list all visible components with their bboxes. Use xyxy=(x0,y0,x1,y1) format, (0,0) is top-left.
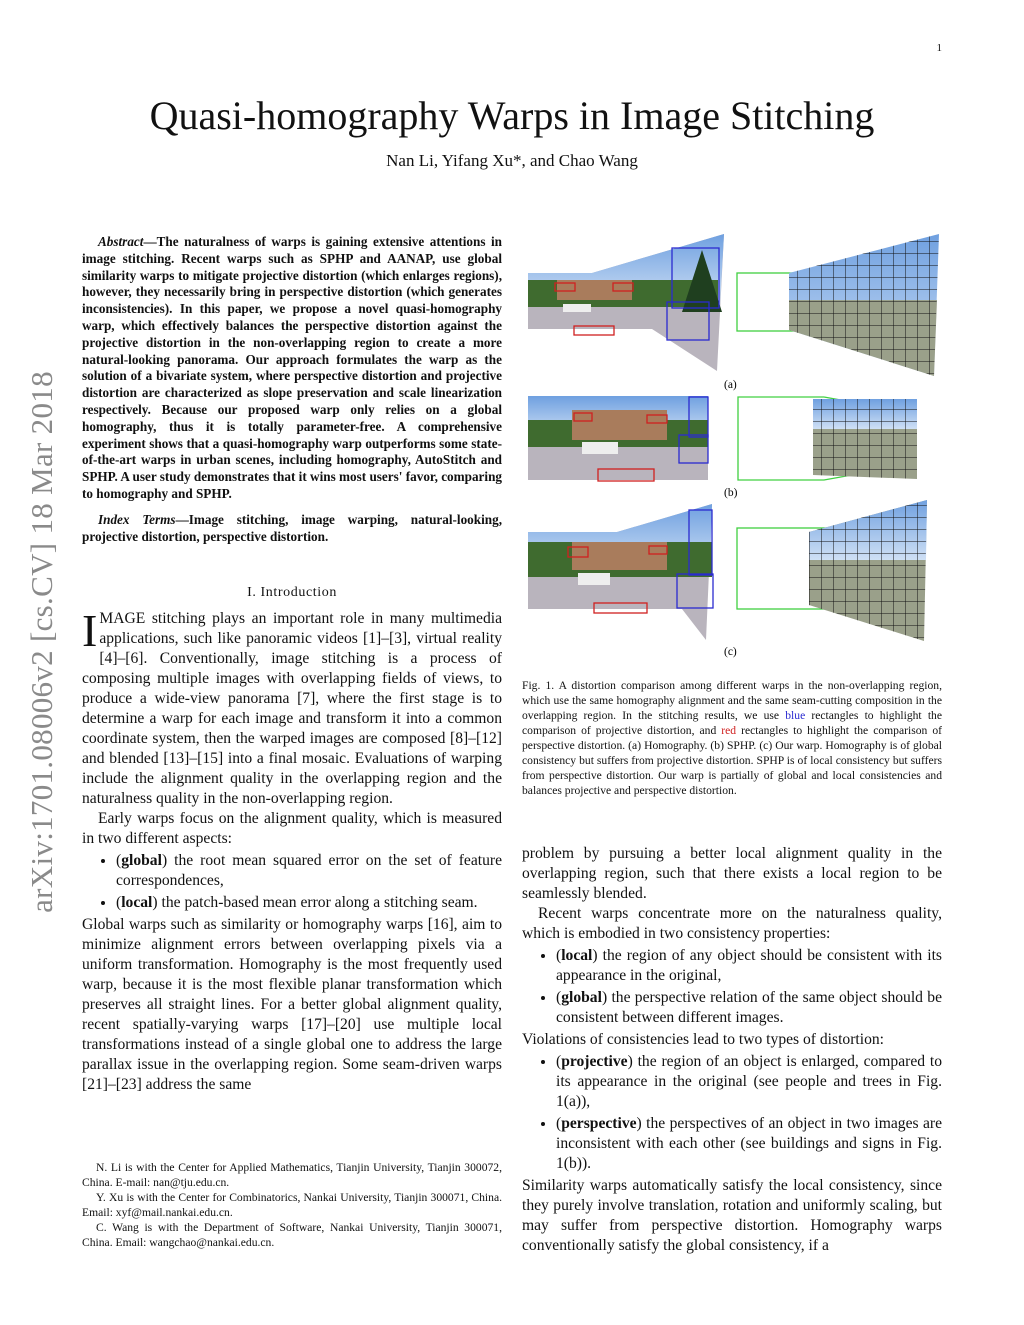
sublabel-c: (c) xyxy=(724,646,737,658)
figure-1 xyxy=(522,230,947,662)
figure-caption xyxy=(522,678,942,798)
list-item: • (global) the perspective relation of the same object should be consistent between different images. xyxy=(556,988,942,1028)
item-text: the patch-based mean error along a stitching seam. xyxy=(157,894,478,912)
paragraph: Recent warps concentrate more on the naturalness quality, which is embodied in two consistency properties: xyxy=(522,905,942,942)
footnotes xyxy=(82,1160,502,1250)
caption-text: Fig. 1. A distortion comparison among different warps in the non-overlapping region, which use the same homography alignment and the same seam-cutting composition in the overlapping region. In the stitching results, we use xyxy=(522,679,942,722)
term: projective xyxy=(561,1053,628,1070)
panel-c-grid xyxy=(737,500,927,641)
caption-text: rectangles to highlight the comparison of projective distortion, and xyxy=(522,709,942,737)
term: global xyxy=(561,989,602,1006)
item-text: the perspective relation of the same object should be consistent between different images. xyxy=(556,989,942,1026)
list-item: • (local) the region of any object should be consistent with its appearance in the original, xyxy=(556,946,942,986)
index-terms-label: Index Terms xyxy=(98,511,176,527)
section-heading: I. Introduction xyxy=(247,585,337,601)
term: local xyxy=(561,947,593,964)
item-text: the perspectives of an object in two images are inconsistent with each other (see buildings and signs in Fig. 1(b)). xyxy=(556,1115,942,1172)
footnote: N. Li is with the Center for Applied Mathematics, Tianjin University, Tianjin 300072, China. E-mail: nan@tju.edu.cn. xyxy=(82,1161,502,1189)
consistency-list xyxy=(522,946,942,1028)
index-terms xyxy=(82,512,502,546)
paragraph-text: MAGE stitching plays an important role in many multimedia applications, such like panoramic videos [1]–[3], virtual reality [4]–[6]. Conventionally, image stitching is a process of composing multiple images with overlapping fields of views, to produce a wide-view panorama [7], where the first stage is to determine a warp for each image and transform it into a common coordinate system, then the warped images are composed [8]–[12] and blended [13]–[15] into a final mosaic. Evaluations of warping include the alignment quality in the overlapping region and the naturalness quality in the non-overlapping region. xyxy=(82,610,502,808)
paragraph: Global warps such as similarity or homography warps [16], aim to minimize alignment errors between overlapping pixels via a uniform transformation. Homography is the most frequently used warp, because it is the most flexible planar transformation which preserves all straight lines. For a better global alignment quality, recent spatially-varying warps [17]–[20] use multiple local transformations instead of a single global one to address the large parallax issue in the overlapping region. Some seam-driven warps [21]–[23] address the same xyxy=(82,916,502,1094)
right-column xyxy=(522,844,942,1256)
figure-panels xyxy=(522,230,947,662)
caption-text: rectangles to highlight the comparison of perspective distortion. (a) Homography. (b) SPHP. (c) Our warp. Homography is of global consistency but suffers from projective distortion. SPHP is of local consistency but suffers from perspective distortion. Our warp is partially of global and local consistencies and balances projective and perspective distortion. xyxy=(522,724,942,797)
left-column xyxy=(82,234,502,1095)
panel-c-stitch xyxy=(528,504,713,640)
intro-paragraph xyxy=(82,605,502,809)
term: global xyxy=(121,852,162,870)
list-item: • (local) the patch-based mean error along a stitching seam. xyxy=(116,893,502,913)
paragraph: Violations of consistencies lead to two types of distortion: xyxy=(522,1031,884,1048)
caption-red-word: red xyxy=(721,724,737,737)
abstract-text: —The naturalness of warps is gaining extensive attentions in image stitching. Recent warps such as SPHP and AANAP, use global similarity warps to mitigate projective distortion (which enlarges regions), however, they necessarily bring in perspective distortion (which generates inconsistencies). In this paper, we propose a novel quasi-homography warp, which effectively balances the perspective distortion against the projective distortion in the non-overlapping region to create a more natural-looking panorama. Our approach formulates the warp as the solution of a bivariate system, where perspective distortion and projective distortion are characterized as slope preservation and scale linearization respectively. Because our proposed warp only relies on a global homography, thus it is totally parameter-free. A comprehensive experiment shows that a quasi-homography warp outperforms some state-of-the-art warps in urban scenes, including homography, AutoStitch and SPHP. A user study demonstrates that it wins most users' favor, comparing to homography and SPHP. xyxy=(82,234,502,501)
paragraph: Similarity warps automatically satisfy the local consistency, since they purely involve translation, rotation and uniformly scaling, but may suffer from perspective distortion. Homography warps conventionally satisfy the global consistency, if a xyxy=(522,1177,942,1254)
distortion-list xyxy=(522,1052,942,1174)
abstract-label: Abstract xyxy=(98,234,144,249)
item-text: the root mean squared error on the set of feature correspondences, xyxy=(116,852,502,890)
term: perspective xyxy=(561,1115,637,1132)
list-item: • (perspective) the perspectives of an object in two images are inconsistent with each other (see buildings and signs in Fig. 1(b)). xyxy=(556,1114,942,1174)
author-list: Nan Li, Yifang Xu*, and Chao Wang xyxy=(386,151,638,170)
paragraph: problem by pursuing a better local alignment quality in the overlapping region, such that there exists a local region to be seamlessly blended. xyxy=(522,845,942,902)
panel-a-stitch xyxy=(528,234,724,371)
sublabel-b: (b) xyxy=(724,487,738,499)
panel-b-grid xyxy=(738,397,917,480)
footnote: C. Wang is with the Department of Software, Nankai University, Tianjin 300071, China. Email: wangchao@nankai.edu.cn. xyxy=(82,1221,502,1249)
footnote: Y. Xu is with the Center for Combinatorics, Nankai University, Tianjin 300071, China. Email: xyf@mail.nankai.edu.cn. xyxy=(82,1191,502,1219)
item-text: the region of an object is enlarged, compared to its appearance in the original (see people and trees in Fig. 1(a)), xyxy=(556,1053,942,1110)
caption-blue-word: blue xyxy=(785,709,806,722)
paragraph: Early warps focus on the alignment quality, which is measured in two different aspects: xyxy=(82,810,502,848)
drop-cap: I xyxy=(82,605,98,657)
index-terms-text: —Image stitching, image warping, natural-looking, projective distortion, perspective distortion. xyxy=(82,511,502,544)
alignment-list xyxy=(82,851,502,913)
sublabel-a: (a) xyxy=(724,379,737,391)
panel-b-stitch xyxy=(528,396,708,481)
item-text: the region of any object should be consistent with its appearance in the original, xyxy=(556,947,942,984)
paper-title: Quasi-homography Warps in Image Stitching xyxy=(149,93,875,138)
list-item: • (global) the root mean squared error on the set of feature correspondences, xyxy=(116,851,502,891)
abstract xyxy=(82,234,502,503)
list-item: • (projective) the region of an object is enlarged, compared to its appearance in the original (see people and trees in Fig. 1(a)), xyxy=(556,1052,942,1112)
term: local xyxy=(121,894,153,912)
arxiv-stamp: arXiv:1701.08006v2 [cs.CV] 18 Mar 2018 xyxy=(24,371,59,913)
panel-a-grid xyxy=(737,234,939,376)
page-number: 1 xyxy=(936,42,942,54)
